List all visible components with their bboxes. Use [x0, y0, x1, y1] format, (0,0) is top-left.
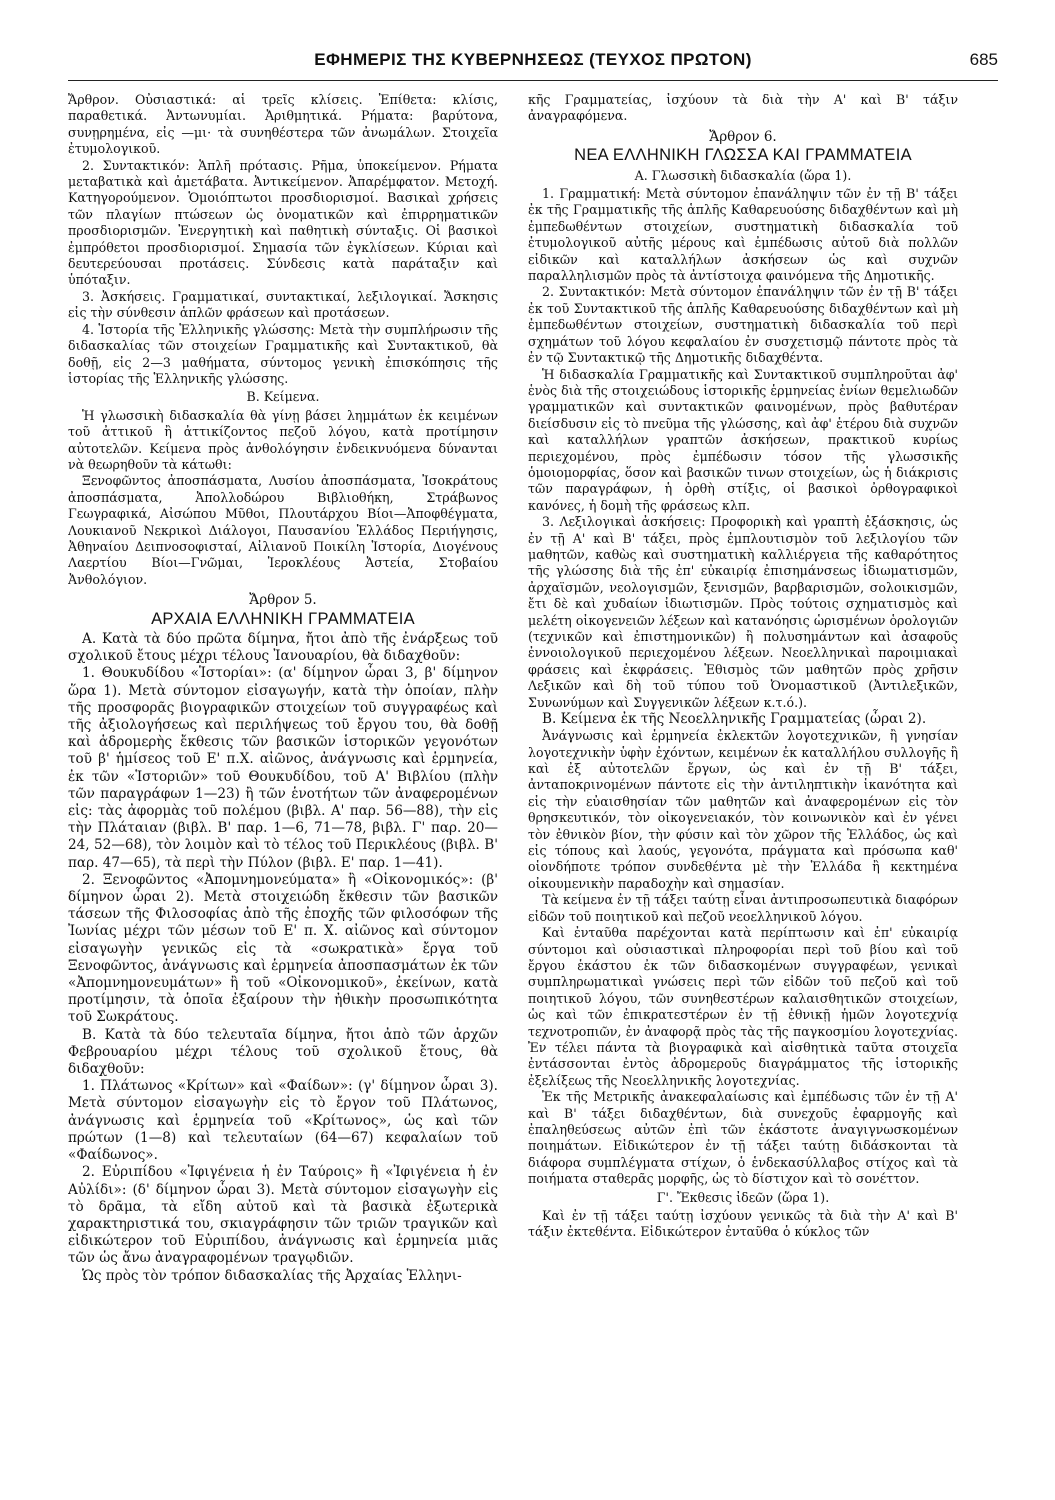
paragraph: Ἡ διδασκαλία Γραμματικῆς καὶ Συντακτικοῦ συμπληροῦται ἀφ' ἑνὸς διὰ τῆς στοιχειώδους ἱστορικῆς ἑρμηνείας ἐνίων θεμελιωδῶν γραμματικῶν καὶ συντακτικῶν φαινομένων, πρὸς βαθυτέραν διείσδυσιν εἰς τὸ πνεῦμα τῆς γλώσσης, καὶ ἀφ' ἑτέρου διὰ συχνῶν καὶ καταλλήλων γραπτῶν ἀσκήσεων, πρακτικοῦ κυρίως περιεχομένου, πρὸς ἐμπέδωσιν τόσον τῆς γλωσσικῆς ὁμοιομορφίας, ὅσον καὶ βασικῶν τινων στοιχείων, ὡς ἡ διάκρισις τῶν παραγράφων, ἡ ὀρθὴ στίξις, οἱ βασικοὶ ὀρθογραφικοὶ κανόνες, ἡ δομὴ τῆς φράσεως κλπ. [528, 366, 958, 513]
paragraph: Καὶ ἐνταῦθα παρέχονται κατὰ περίπτωσιν καὶ ἐπ' εὐκαιρίᾳ σύντομοι καὶ οὐσιαστικαὶ πληροφορίαι περὶ τοῦ βίου καὶ τοῦ ἔργου ἑκάστου ἐκ τῶν διδασκομένων συγγραφέων, γενικαὶ συμπληρωματικαὶ γνώσεις περὶ τῶν εἰδῶν τοῦ πεζοῦ καὶ τοῦ ποιητικοῦ λόγου, τῶν συνηθεστέρων καλαισθητικῶν στοιχείων, ὡς καὶ τῶν ἐπικρατεστέρων ἐν τῇ ἐθνικῇ ἡμῶν λογοτεχνίᾳ τεχνοτροπιῶν, ἐν ἀναφορᾷ πρὸς τὰς τῆς παγκοσμίου λογοτεχνίας. Ἐν τέλει πάντα τὰ βιογραφικὰ καὶ αἰσθητικὰ ταῦτα στοιχεῖα ἐντάσσονται ἐντὸς ἀδρομεροῦς διαγράμματος τῆς ἱστορικῆς ἐξελίξεως τῆς Νεοελληνικῆς λογοτεχνίας. [528, 925, 958, 1088]
paragraph: 3. Λεξιλογικαὶ ἀσκήσεις: Προφορικὴ καὶ γραπτὴ ἐξάσκησις, ὡς ἐν τῇ Α' καὶ Β' τάξει, πρὸς ἐμπλουτισμὸν τοῦ λεξιλογίου τῶν μαθητῶν, καθὼς καὶ συστηματικὴ καλλιέργεια τῆς καθαρότητος τῆς γλώσσης διὰ τῆς ἐπ' εὐκαιρίᾳ ἐπισημάνσεως ἰδιωματισμῶν, ἀρχαϊσμῶν, νεολογισμῶν, ξενισμῶν, βαρβαρισμῶν, σολοικισμῶν, ἔτι δὲ καὶ χυδαίων ἰδιωτισμῶν. Πρὸς τούτοις σχηματισμὸς καὶ μελέτη οἰκογενειῶν λέξεων καὶ κατανόησις ὡρισμένων ὁρολογιῶν (τεχνικῶν καὶ ἐπιστημονικῶν) ἢ πολυσημάντων καὶ ἀσαφοῦς ἐννοιολογικοῦ περιεχομένου λέξεων. Νεοελληνικαὶ παροιμιακαὶ φράσεις καὶ ἐκφράσεις. Ἐθισμὸς τῶν μαθητῶν πρὸς χρῆσιν Λεξικῶν καὶ δὴ τοῦ τύπου τοῦ Ὀνομαστικοῦ (Ἀντιλεξικῶν, Συνωνύμων καὶ Συγγενικῶν λέξεων κ.τ.ό.). [528, 514, 958, 710]
paragraph: 2. Συντακτικόν: Ἁπλῆ πρότασις. Ρῆμα, ὑποκείμενον. Ρήματα μεταβατικὰ καὶ ἀμετάβατα. Ἀντικείμενον. Ἀπαρέμφατον. Μετοχή. Κατηγορούμενον. Ὁμοιόπτωτοι προσδιορισμοί. Βασικαὶ χρήσεις τῶν πλαγίων πτώσεων ὡς ὀνοματικῶν καὶ ἐπιρρηματικῶν προσδιορισμῶν. Ἐνεργητικὴ καὶ παθητικὴ σύνταξις. Οἱ βασικοὶ ἐμπρόθετοι προσδιορισμοί. Σημασία τῶν ἐγκλίσεων. Κύριαι καὶ δευτερεύουσαι προτάσεις. Σύνδεσις κατὰ παράταξιν καὶ ὑπόταξιν. [68, 157, 498, 288]
paragraph: Β. Κατὰ τὰ δύο τελευταῖα δίμηνα, ἤτοι ἀπὸ τῶν ἀρχῶν Φεβρουαρίου μέχρι τέλους τοῦ σχολικοῦ ἔτους, θὰ διδαχθοῦν: [68, 1026, 498, 1078]
paragraph: Τὰ κείμενα ἐν τῇ τάξει ταύτῃ εἶναι ἀντιπροσωπευτικὰ διαφόρων εἰδῶν τοῦ ποιητικοῦ καὶ πεζοῦ νεοελληνικοῦ λόγου. [528, 892, 958, 924]
paragraph: Ξενοφῶντος ἀποσπάσματα, Λυσίου ἀποσπάσματα, Ἰσοκράτους ἀποσπάσματα, Ἀπολλοδώρου Βιβλιοθήκη, Στράβωνος Γεωγραφικά, Αἰσώπου Μῦθοι, Πλουτάρχου Βίοι—Ἀποφθέγματα, Λουκιανοῦ Νεκρικοὶ Διάλογοι, Παυσανίου Ἑλλάδος Περιήγησις, Ἀθηναίου Δειπνοσοφισταί, Αἰλιανοῦ Ποικίλη Ἱστορία, Διογένους Λαερτίου Βίοι—Γνῶμαι, Ἱεροκλέους Ἀστεία, Στοβαίου Ἀνθολόγιον. [68, 473, 498, 587]
paragraph: Α. Κατὰ τὰ δύο πρῶτα δίμηνα, ἤτοι ἀπὸ τῆς ἐνάρξεως τοῦ σχολικοῦ ἔτους μέχρι τέλους Ἰανουαρίου, θὰ διδαχθοῦν: [68, 631, 498, 665]
paragraph: 3. Ἀσκήσεις. Γραμματικαί, συντακτικαί, λεξιλογικαί. Ἄσκησις εἰς τὴν σύνθεσιν ἁπλῶν φράσεων καὶ προτάσεων. [68, 288, 498, 321]
left-column [68, 92, 498, 1487]
paragraph: 2. Συντακτικόν: Μετὰ σύντομον ἐπανάληψιν τῶν ἐν τῇ Β' τάξει ἐκ τοῦ Συντακτικοῦ τῆς ἁπλῆς Καθαρευούσης διδαχθέντων καὶ μὴ ἐμπεδωθέντων στοιχείων, συστηματικὴ διδασκαλία τοῦ περὶ σχημάτων τοῦ λόγου κεφαλαίου ἐν συσχετισμῷ πάντοτε πρὸς τὰ ἐν τῷ Συντακτικῷ τῆς Δημοτικῆς διδαχθέντα. [528, 284, 958, 366]
right-column [528, 92, 958, 1487]
paragraph: Ἄρθρον. Οὐσιαστικά: αἱ τρεῖς κλίσεις. Ἐπίθετα: κλίσις, παραθετικά. Ἀντωνυμίαι. Ἀριθμητικά. Ρήματα: βαρύτονα, συνῃρημένα, εἰς —μι· τὰ συνηθέστερα τῶν ἀνωμάλων. Στοιχεῖα ἐτυμολογικοῦ. [68, 92, 498, 157]
subsection-heading: Β. Κείμενα ἐκ τῆς Νεοελληνικῆς Γραμματείας (ὧραι 2). [542, 711, 927, 728]
paragraph: 1. Θουκυδίδου «Ἱστορίαι»: (α' δίμηνον ὧραι 3, β' δίμηνον ὥρα 1). Μετὰ σύντομον εἰσαγωγήν, κατὰ τὴν ὁποίαν, πλὴν τῆς προσφορᾶς βιογραφικῶν στοιχείων τοῦ συγγραφέως καὶ τῆς ἀξιολογήσεως καὶ περιλήψεως τοῦ ἔργου του, θὰ δοθῇ καὶ ἁδρομερὴς ἔκθεσις τῶν βασικῶν ἱστορικῶν γεγονότων τοῦ β' ἡμίσεος τοῦ Ε' π.Χ. αἰῶνος, ἀνάγνωσις καὶ ἑρμηνεία, ἐκ τῶν «Ἱστοριῶν» τοῦ Θουκυδίδου, τοῦ Α' Βιβλίου (πλὴν τῶν παραγράφων 1—23) ἢ τῶν ἑνοτήτων τῶν ἀναφερομένων εἰς: τὰς ἀφορμὰς τοῦ πολέμου (βιβλ. Α' παρ. 56—88), τὴν εἰς τὴν Πλάταιαν (βιβλ. Β' παρ. 1—6, 71—78, βιβλ. Γ' παρ. 20—24, 52—68), τὸν λοιμὸν καὶ τὸ τέλος τοῦ Περικλέους (βιβλ. Β' παρ. 47—65), τὰ περὶ τὴν Πύλον (βιβλ. Ε' παρ. 1—41). [68, 665, 498, 871]
paragraph: Καὶ ἐν τῇ τάξει ταύτῃ ἰσχύουν γενικῶς τὰ διὰ τὴν Α' καὶ Β' τάξιν ἐκτεθέντα. Εἰδικώτερον ἐνταῦθα ὁ κύκλος τῶν [528, 1208, 958, 1240]
page-header [68, 48, 998, 81]
page-number: 685 [969, 50, 998, 69]
section-title: ΝΕΑ ΕΛΛΗΝΙΚΗ ΓΛΩΣΣΑ ΚΑΙ ΓΡΑΜΜΑΤΕΙΑ [574, 146, 912, 165]
paragraph: Ἐκ τῆς Μετρικῆς ἀνακεφαλαίωσις καὶ ἐμπέδωσις τῶν ἐν τῇ Α' καὶ Β' τάξει διδαχθέντων, διὰ συνεχοῦς ἐφαρμογῆς καὶ ἐπαληθεύσεως αὐτῶν ἐπὶ τῶν ἑκάστοτε ἀναγιγνωσκομένων ποιημάτων. Εἰδικώτερον ἐν τῇ τάξει ταύτῃ διδάσκονται τὰ διάφορα συμπλέγματα στίχων, ὁ ἑνδεκασύλλαβος στίχος καὶ τὰ ποιήματα σταθερᾶς μορφῆς, ὡς τὸ δίστιχον καὶ τὸ σονέττον. [528, 1089, 958, 1187]
paragraph: κῆς Γραμματείας, ἰσχύουν τὰ διὰ τὴν Α' καὶ Β' τάξιν ἀναγραφόμενα. [528, 92, 958, 124]
article-heading: Ἄρθρον 6. [709, 128, 777, 145]
section-title: ΑΡΧΑΙΑ ΕΛΛΗΝΙΚΗ ΓΡΑΜΜΑΤΕΙΑ [151, 609, 415, 628]
article-heading: Ἄρθρον 5. [249, 592, 317, 609]
paragraph: 1. Πλάτωνος «Κρίτων» καὶ «Φαίδων»: (γ' δίμηνον ὧραι 3). Μετὰ σύντομον εἰσαγωγὴν εἰς τὸ ἔργον τοῦ Πλάτωνος, ἀνάγνωσις καὶ ἑρμηνεία τοῦ «Κρίτωνος», ὡς καὶ τῶν πρώτων (1—8) καὶ τελευταίων (64—67) κεφαλαίων τοῦ «Φαίδωνος». [68, 1078, 498, 1164]
gazette-title: ΕΦΗΜΕΡΙΣ ΤΗΣ ΚΥΒΕΡΝΗΣΕΩΣ (ΤΕΥΧΟΣ ΠΡΩΤΟΝ) [314, 50, 752, 69]
subsection-heading: Β. Κείμενα. [246, 389, 320, 405]
paragraph: Ὡς πρὸς τὸν τρόπον διδασκαλίας τῆς Ἀρχαίας Ἑλληνι- [82, 1267, 462, 1284]
paragraph: 2. Εὐριπίδου «Ἰφιγένεια ἡ ἐν Ταύροις» ἢ «Ἰφιγένεια ἡ ἐν Αὐλίδι»: (δ' δίμηνον ὧραι 3). Μετὰ σύντομον εἰσαγωγὴν εἰς τὸ δρᾶμα, τὰ εἴδη αὐτοῦ καὶ τὰ βασικὰ ἐξωτερικὰ χαρακτηριστικά του, σκιαγράφησιν τῶν τριῶν τραγικῶν καὶ εἰδικώτερον τοῦ Εὐριπίδου, ἀνάγνωσις καὶ ἑρμηνεία μιᾶς τῶν ὡς ἄνω ἀναγραφομένων τραγῳδιῶν. [68, 1164, 498, 1267]
paragraph: 4. Ἱστορία τῆς Ἑλληνικῆς γλώσσης: Μετὰ τὴν συμπλήρωσιν τῆς διδασκαλίας τῶν στοιχείων Γραμματικῆς καὶ Συντακτικοῦ, θὰ δοθῇ, εἰς 2—3 μαθήματα, σύντομος γενικὴ ἐπισκόπησις τῆς ἱστορίας τῆς Ἑλληνικῆς γλώσσης. [68, 321, 498, 386]
paragraph: Ἡ γλωσσικὴ διδασκαλία θὰ γίνῃ βάσει λημμάτων ἐκ κειμένων τοῦ ἀττικοῦ ἢ ἀττικίζοντος πεζοῦ λόγου, κατὰ προτίμησιν αὐτοτελῶν. Κείμενα πρὸς ἀνθολόγησιν ἐνδεικνυόμενα δύνανται νὰ θεωρηθοῦν τὰ κάτωθι: [68, 407, 498, 472]
paragraph: Ἀνάγνωσις καὶ ἑρμηνεία ἐκλεκτῶν λογοτεχνικῶν, ἢ γνησίαν λογοτεχνικὴν ὑφὴν ἐχόντων, κειμένων ἐκ καταλλήλου συλλογῆς ἢ καὶ ἐξ αὐτοτελῶν ἔργων, ὡς καὶ ἐν τῇ Β' τάξει, ἀνταποκρινομένων πάντοτε εἰς τὴν ἀντιληπτικὴν ἱκανότητα καὶ εἰς τὴν εὐαισθησίαν τῶν μαθητῶν καὶ ἀναφερομένων εἰς τὸν θρησκευτικόν, τὸν οἰκογενειακόν, τὸν κοινωνικὸν καὶ ἐν γένει τὸν ἐθνικὸν βίον, τὴν φύσιν καὶ τὸν χῶρον τῆς Ἑλλάδος, ὡς καὶ εἰς τόπους καὶ λαούς, γεγονότα, πράγματα καὶ πρόσωπα καθ' οἱονδήποτε τρόπον συνδεθέντα μὲ τὴν Ἑλλάδα ἢ κεκτημένα οἰκουμενικὴν παραδοχὴν καὶ σημασίαν. [528, 728, 958, 891]
paragraph: 2. Ξενοφῶντος «Ἀπομνημονεύματα» ἢ «Οἰκονομικός»: (β' δίμηνον ὧραι 2). Μετὰ στοιχειώδη ἔκθεσιν τῶν βασικῶν τάσεων τῆς Φιλοσοφίας ἀπὸ τῆς ἐποχῆς τῶν φιλοσόφων τῆς Ἰωνίας μέχρι τῶν μέσων τοῦ Ε' π. Χ. αἰῶνος καὶ σύντομον εἰσαγωγὴν γενικῶς εἰς τὰ «σωκρατικὰ» ἔργα τοῦ Ξενοφῶντος, ἀνάγνωσις καὶ ἑρμηνεία ἀποσπασμάτων ἐκ τῶν «Ἀπομνημονευμάτων» ἢ τοῦ «Οἰκονομικοῦ», ἐκείνων, κατὰ προτίμησιν, τὰ ὁποῖα ἐξαίρουν τὴν ἠθικὴν προσωπικότητα τοῦ Σωκράτους. [68, 871, 498, 1026]
paragraph: 1. Γραμματική: Μετὰ σύντομον ἐπανάληψιν τῶν ἐν τῇ Β' τάξει ἐκ τῆς Γραμματικῆς τῆς ἁπλῆς Καθαρευούσης διδαχθέντων καὶ μὴ ἐμπεδωθέντων στοιχείων, συστηματικὴ διδασκαλία τοῦ ἐτυμολογικοῦ αὐτῆς μέρους καὶ ἐμπέδωσις αὐτοῦ διὰ πολλῶν εἰδικῶν καὶ καταλλήλων ἀσκήσεων ὡς καὶ συχνῶν παραλληλισμῶν πρὸς τὰ ἀντίστοιχα φαινόμενα τῆς Δημοτικῆς. [528, 186, 958, 284]
subsection-heading: Γ'. Ἔκθεσις ἰδεῶν (ὥρα 1). [656, 1189, 830, 1205]
subsection-heading: Α. Γλωσσικὴ διδασκαλία (ὥρα 1). [634, 167, 852, 183]
